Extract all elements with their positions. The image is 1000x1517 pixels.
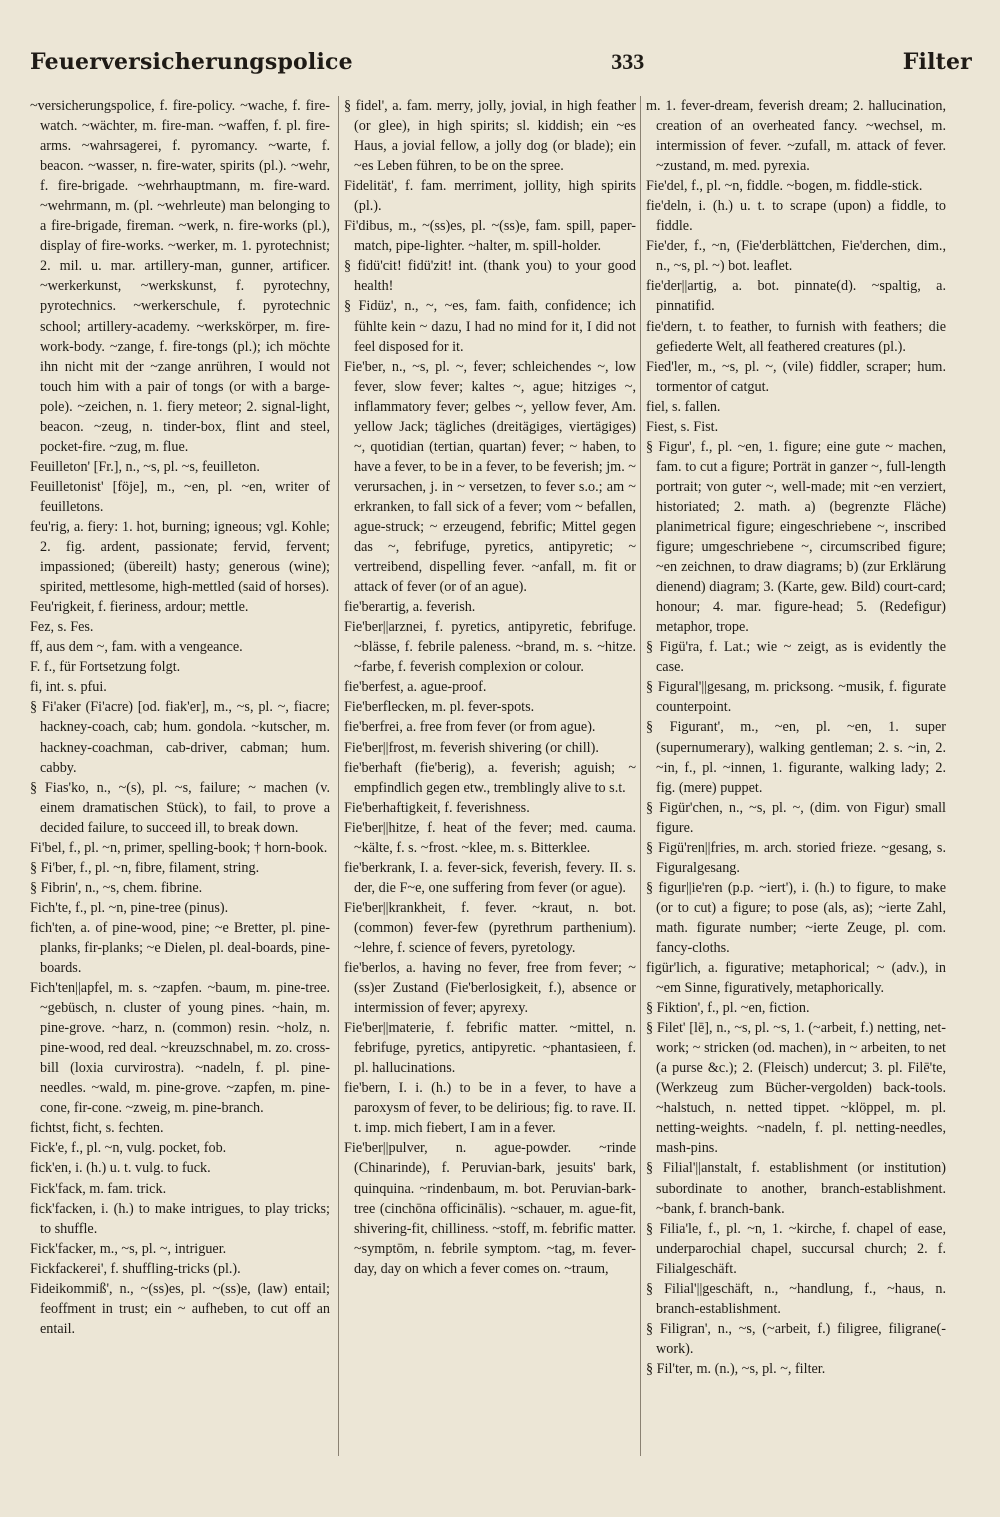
dictionary-entry: fie'der||artig, a. bot. pinnate(d). ~spaltig, a. pinnatifid.	[646, 278, 946, 315]
dictionary-entry: Fie'der, f., ~n, (Fie'derblättchen, Fie'derchen, dim., n., ~s, pl. ~) bot. leaflet.	[646, 238, 946, 275]
dictionary-entry: § Filia'le, f., pl. ~n, 1. ~kirche, f. chapel of ease, underparochial chapel, succursal church; 2. f. Filialgeschäft.	[646, 1220, 946, 1277]
column-divider	[338, 96, 339, 1456]
page-header	[30, 42, 972, 82]
dictionary-entry: Fie'berhaftigkeit, f. feverishness.	[344, 799, 530, 816]
dictionary-entry: Fied'ler, m., ~s, pl. ~, (vile) fiddler, scraper; hum. tormentor of catgut.	[646, 358, 946, 395]
dictionary-entry: Fie'ber||frost, m. feverish shivering (or chill).	[344, 739, 599, 756]
dictionary-entry: fie'berlos, a. having no fever, free from fever; ~(ss)er Zustand (Fie'berlosigkeit, f.), absence or intermission of fever; apyrexy.	[344, 960, 636, 1017]
dictionary-entry: fie'berkrank, I. a. fever-sick, feverish, fevery. II. s. der, die F~e, one suffering from fever (or ague).	[344, 859, 636, 896]
dictionary-entry: § Fiktion', f., pl. ~en, fiction.	[646, 1000, 810, 1017]
dictionary-entry: § Figür'chen, n., ~s, pl. ~, (dim. von Figur) small figure.	[646, 799, 946, 836]
dictionary-entry: Fi'dibus, m., ~(ss)es, pl. ~(ss)e, fam. spill, paper-match, pipe-lighter. ~halter, m. spill-holder.	[344, 218, 636, 255]
dictionary-entry: Fick'fack, m. fam. trick.	[30, 1180, 167, 1197]
dictionary-entry: § Filigran', n., ~s, (~arbeit, f.) filigree, filigrane(-work).	[646, 1320, 946, 1357]
dictionary-entry: Fie'ber||pulver, n. ague-powder. ~rinde (Chinarinde), f. Peruvian-bark, jesuits' bark, quinquina. ~rindenbaum, m. bot. Peruvian-bark-tree (cinchōna officinālis). ~schauer, m. ague-fit, shivering-fit, chilliness. ~stoff, m. febrific matter. ~symptōm, n. febrile symptom. ~tag, m. fever-day, day on which a fever comes on. ~traum,	[344, 1140, 636, 1277]
dictionary-entry: Fie'ber||hitze, f. heat of the fever; med. cauma. ~kälte, f. s. ~frost. ~klee, m. s. Bitterklee.	[344, 819, 636, 856]
dictionary-entry: fie'deln, i. (h.) u. t. to scrape (upon) a fiddle, to fiddle.	[646, 198, 946, 235]
dictionary-entry: fie'berfrei, a. free from fever (or from ague).	[344, 719, 596, 736]
dictionary-entry: figür'lich, a. figurative; metaphorical; ~ (adv.), in ~em Sinne, figuratively, metaphorically.	[646, 960, 946, 997]
dictionary-entry: feu'rig, a. fiery: 1. hot, burning; igneous; vgl. Kohle; 2. fig. ardent, passionate; fervid, fervent; impassioned; (übereilt) hasty; generous (wine); spirited, mettlesome, high-mettled (said of horses).	[30, 518, 330, 596]
dictionary-entry: Fideikommiß', n., ~(ss)es, pl. ~(ss)e, (law) entail; feoffment in trust; ein ~ aufheben, to cut off an entail.	[30, 1280, 330, 1337]
dictionary-entry: § Figur', f., pl. ~en, 1. figure; eine gute ~ machen, fam. to cut a figure; Porträt in ganzer ~, full-length portrait; von guter ~, well-made; mit ~en verziert, historiated; 2. math. a) (begrenzte Fläche) planimetrical figure; eingeschriebene ~, inscribed figure; umgeschriebene ~, circumscribed figure; ~en zeichnen, to draw diagrams; b) (zur Erklärung dienend) diagram; 3. (Karte, gew. Bild) court-card; honour; 4. mar. figure-head; 5. (Redefigur) metaphor, trope.	[646, 438, 946, 636]
dictionary-entry: § Figü'ren||fries, m. arch. storied frieze. ~gesang, s. Figuralgesang.	[646, 839, 946, 876]
dictionary-entry: ~versicherungspolice, f. fire-policy. ~wache, f. fire-watch. ~wächter, m. fire-man. ~waffen, f. pl. fire-arms. ~wahrsagerei, f. pyromancy. ~warte, f. beacon. ~wasser, n. fire-water, spirits (pl.). ~wehr, f. fire-brigade. ~wehrhauptmann, m. fire-ward. ~wehrmann, m. (pl. ~wehrleute) man belonging to a fire-brigade, fireman. ~werk, n. fire-works (pl.), display of fire-works. ~werker, m. 1. pyrotechnist; 2. mil. u. mar. artillery-man, gunner, artificer. ~werkerkunst, ~werkskunst, f. pyrotechny, pyrotechnics. ~werkerschule, f. pyrotechnic school; artillery-academy. ~werkskörper, m. fire-work-body. ~zange, f. fire-tongs (pl.); ich möchte ihn nicht mit der ~zange anrühren, I would not touch him with a pair of tongs (or with a barge-pole). ~zeichen, n. 1. fiery meteor; 2. signal-light, beacon. ~zeug, n. tinder-box, flint and steel, pocket-fire. ~zug, m. flue.	[30, 98, 330, 455]
dictionary-entry: Fickfackerei', f. shuffling-tricks (pl.).	[30, 1260, 241, 1277]
dictionary-entry: Fie'del, f., pl. ~n, fiddle. ~bogen, m. fiddle-stick.	[646, 178, 923, 195]
dictionary-entry: ff, aus dem ~, fam. with a vengeance.	[30, 639, 243, 656]
dictionary-entry: Fiest, s. Fist.	[646, 418, 719, 435]
dictionary-entry: § figur||ie'ren (p.p. ~iert'), i. (h.) to figure, to make (or to cut) a figure; to pose (als, as); ~ierte Zahl, math. figurate number; ~ierte Zeuge, pl. com. fancy-cloths.	[646, 879, 946, 956]
dictionary-entry: § Figü'ra, f. Lat.; wie ~ zeigt, as is evidently the case.	[646, 639, 946, 676]
dictionary-entry: Fi'bel, f., pl. ~n, primer, spelling-book; † horn-book.	[30, 839, 328, 856]
dictionary-entry: Fie'ber, n., ~s, pl. ~, fever; schleichendes ~, low fever, slow fever; kaltes ~, ague; hitziges ~, inflammatory fever; gelbes ~, yellow fever, Am. yellow Jack; tägliches (dreitägiges, viertägiges) ~, quotidian (tertian, quartan) fever; ~ haben, to have a fever, to be in a fever, to be feverish; jm. ~ verursachen, j. in ~ versetzen, to fever s.o.; am ~ erkranken, to fall sick of a fever; vom ~ befallen, ague-struck; ~ erzeugend, febrific; Mittel gegen das ~, febrifuge, pyretics, antipyretic; ~ vertreibend, dispelling fever. ~anfall, m. fit or attack of fever (or of an ague).	[344, 358, 636, 596]
dictionary-entry: Fick'e, f., pl. ~n, vulg. pocket, fob.	[30, 1140, 227, 1157]
dictionary-entry: fi, int. s. pfui.	[30, 679, 107, 696]
column-divider	[640, 96, 641, 1456]
dictionary-entry: m. 1. fever-dream, feverish dream; 2. hallucination, creation of an overheated fancy. ~wechsel, m. intermission of fever. ~zufall, m. attack of fever. ~zustand, m. med. pyrexia.	[646, 98, 946, 175]
page-number: 333	[611, 49, 645, 74]
dictionary-entry: fichtst, ficht, s. fechten.	[30, 1120, 164, 1137]
dictionary-entry: Fich'te, f., pl. ~n, pine-tree (pinus).	[30, 899, 229, 916]
dictionary-entry: Feuilletonist' [föje], m., ~en, pl. ~en, writer of feuilletons.	[30, 478, 330, 515]
dictionary-entry: § Filet' [lē], n., ~s, pl. ~s, 1. (~arbeit, f.) netting, net-work; ~ stricken (od. machen), in ~ arbeiten, to net (a purse &c.); 2. (Fleisch) undercut; 3. pl. Filē'te, (Werkzeug zum Bücher-vergolden) back-tools. ~halstuch, n. netted tippet. ~klöppel, m. pl. netting-weights. ~nadeln, f. pl. netting-needles, mash-pins.	[646, 1020, 946, 1157]
column-1	[30, 96, 330, 1491]
dictionary-entry: Feu'rigkeit, f. fieriness, ardour; mettle.	[30, 599, 249, 616]
dictionary-entry: Fidelität', f. fam. merriment, jollity, high spirits (pl.).	[344, 178, 636, 215]
dictionary-entry: Feuilleton' [Fr.], n., ~s, pl. ~s, feuilleton.	[30, 458, 260, 475]
dictionary-entry: § Filial'||geschäft, n., ~handlung, f., ~haus, n. branch-establishment.	[646, 1280, 946, 1317]
column-3	[646, 96, 946, 1486]
dictionary-entry: Fie'berflecken, m. pl. fever-spots.	[344, 699, 535, 716]
dictionary-entry: § Fil'ter, m. (n.), ~s, pl. ~, filter.	[646, 1360, 826, 1377]
dictionary-entry: Fick'facker, m., ~s, pl. ~, intriguer.	[30, 1240, 227, 1257]
dictionary-entry: § Fias'ko, n., ~(s), pl. ~s, failure; ~ machen (v. einem dramatischen Stück), to fail, to prove a decided failure, to succeed ill, to break down.	[30, 779, 330, 836]
dictionary-entry: fie'bern, I. i. (h.) to be in a fever, to have a paroxysm of fever, to be delirious; fig. to rave. II. t. imp. mich fiebert, I am in a fever.	[344, 1080, 636, 1137]
dictionary-entry: § Filial'||anstalt, f. establishment (or institution) subordinate to another, branch-establishment. ~bank, f. branch-bank.	[646, 1160, 946, 1217]
column-2	[344, 96, 636, 1486]
dictionary-entry: fiel, s. fallen.	[646, 398, 721, 415]
dictionary-entry: Fez, s. Fes.	[30, 619, 94, 636]
dictionary-entry: § Figurant', m., ~en, pl. ~en, 1. super (supernumerary), walking gentleman; 2. s. ~in, 2. ~in, f., pl. ~innen, 1. figurante, walking lady; 2. fig. (mere) puppet.	[646, 719, 946, 796]
dictionary-entry: fie'dern, t. to feather, to furnish with feathers; die gefiederte Welt, all feathered creatures (pl.).	[646, 318, 946, 355]
dictionary-entry: fick'facken, i. (h.) to make intrigues, to play tricks; to shuffle.	[30, 1200, 330, 1237]
running-head-left: Feuerversicherungspolice	[30, 49, 353, 75]
dictionary-entry: fick'en, i. (h.) u. t. vulg. to fuck.	[30, 1160, 211, 1177]
dictionary-entry: Fie'ber||arznei, f. pyretics, antipyretic, febrifuge. ~blässe, f. febrile paleness. ~brand, m. s. ~hitze. ~farbe, f. feverish complexion or colour.	[344, 619, 636, 676]
dictionary-entry: fie'berartig, a. feverish.	[344, 599, 476, 616]
dictionary-entry: § Figural'||gesang, m. pricksong. ~musik, f. figurate counterpoint.	[646, 679, 946, 716]
dictionary-entry: fie'berhaft (fie'berig), a. feverish; aguish; ~ empfindlich gegen etw., tremblingly alive to s.t.	[344, 759, 636, 796]
dictionary-entry: fie'berfest, a. ague-proof.	[344, 679, 487, 696]
dictionary-entry: § fidel', a. fam. merry, jolly, jovial, in high feather (or glee), in high spirits; sl. kiddish; ein ~es Haus, a jovial fellow, a jolly dog (or blade); ein ~es Leben führen, to be on the spree.	[344, 98, 636, 175]
dictionary-entry: fich'ten, a. of pine-wood, pine; ~e Bretter, pl. pine-planks, fir-planks; ~e Dielen, pl. deal-boards, pine-boards.	[30, 919, 330, 977]
dictionary-entry: § Fi'aker (Fi'acre) [od. fiak'er], m., ~s, pl. ~, fiacre; hackney-coach, cab; hum. gondola. ~kutscher, m. hackney-coachman, cab-driver, cabman; hum. cabby.	[30, 699, 330, 776]
dictionary-entry: Fie'ber||materie, f. febrific matter. ~mittel, n. febrifuge, pyretics, antipyretic. ~phantasieen, f. pl. hallucinations.	[344, 1020, 636, 1077]
dictionary-entry: § Fibrin', n., ~s, chem. fibrine.	[30, 879, 203, 896]
dictionary-entry: § fidü'cit! fidü'zit! int. (thank you) to your good health!	[344, 258, 636, 295]
dictionary-entry: Fich'ten||apfel, m. s. ~zapfen. ~baum, m. pine-tree. ~gebüsch, n. cluster of young pines. ~hain, m. pine-grove. ~harz, n. (common) resin. ~holz, n. pine-wood, red deal. ~kreuzschnabel, m. zo. cross-bill (loxia curvirostra). ~nadeln, f. pl. pine-needles. ~wald, m. pine-grove. ~zapfen, m. pine-cone, fir-cone. ~zweig, m. pine-branch.	[30, 980, 330, 1117]
dictionary-entry: § Fi'ber, f., pl. ~n, fibre, filament, string.	[30, 859, 260, 876]
dictionary-entry: F. f., für Fortsetzung folgt.	[30, 659, 181, 676]
dictionary-entry: Fie'ber||krankheit, f. fever. ~kraut, n. bot. (common) fever-few (pyrethrum parthenium). ~lehre, f. science of fevers, pyretology.	[344, 899, 636, 956]
dictionary-entry: § Fidüz', n., ~, ~es, fam. faith, confidence; ich fühlte kein ~ dazu, I had no mind for it, I did not feel disposed for it.	[344, 298, 636, 355]
running-head-right: Filter	[902, 49, 972, 75]
